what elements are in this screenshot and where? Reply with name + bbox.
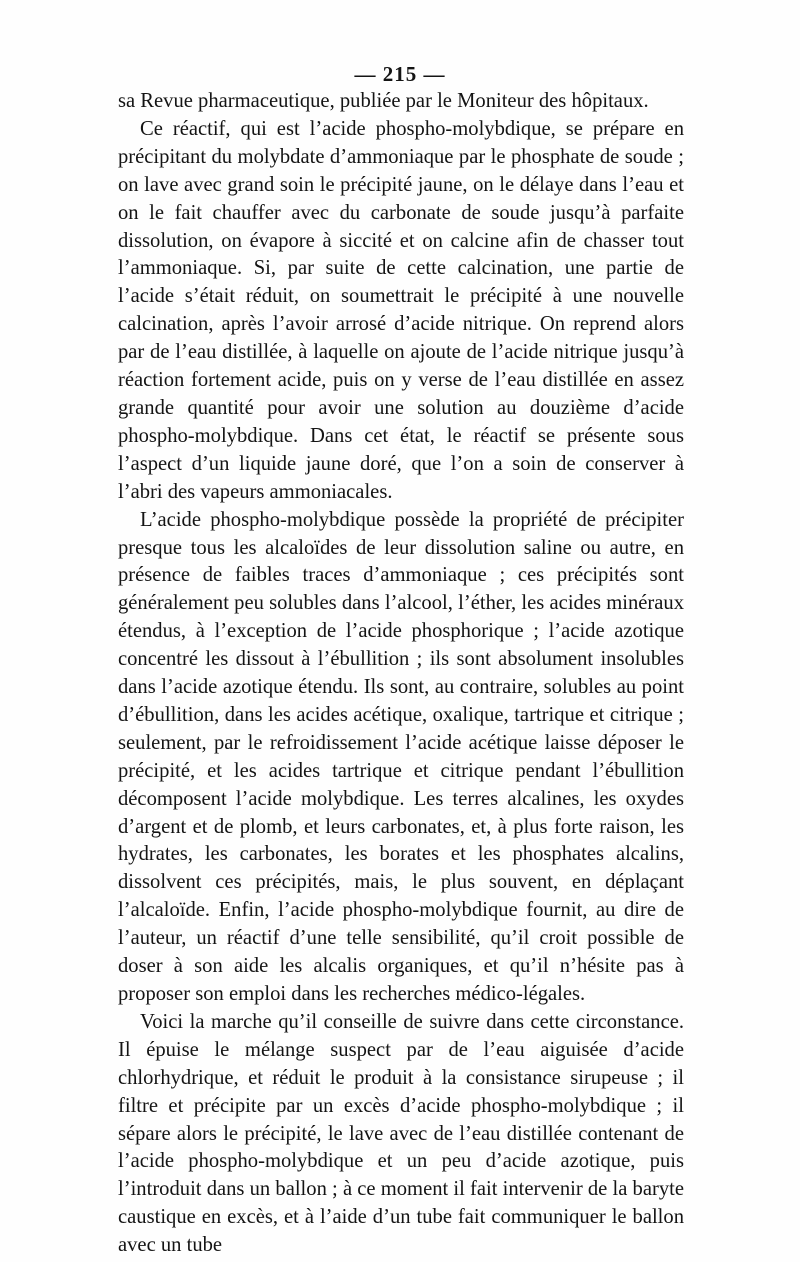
paragraph-4: Voici la marche qu’il conseille de suivre dans cette circonstance. Il épuise le mélange suspect par de l’eau aiguisée d’acide chlorhydrique, et réduit le produit à la consistance sirupeuse ; il filtre et précipite par un excès d’acide phospho-molybdique ; il sépare alors le précipité, le lave avec de l’eau distillée contenant de l’acide phospho-molybdique et un peu d’acide azotique, puis l’introduit dans un ballon ; à ce moment il fait intervenir de la baryte caustique en excès, et à l’aide d’un tube fait communiquer le ballon avec un tube (118, 1010, 684, 1257)
paragraph-3: L’acide phospho-molybdique possède la propriété de précipiter presque tous les alcaloïdes de leur dissolution saline ou autre, en présence de faibles traces d’ammoniaque ; ces précipités sont généralement peu solubles dans l’alcool, l’éther, les acides minéraux étendus, à l’exception de l’acide phosphorique ; l’acide azotique concentré les dissout à l’ébullition ; ils sont absolument insolubles dans l’acide azotique étendu. Ils sont, au contraire, solubles au point d’ébullition, dans les acides acétique, oxalique, tartrique et citrique ; seulement, par le refroidissement l’acide acétique laisse déposer le précipité, et les acides tartrique et citrique pendant l’ébullition décomposent l’acide molybdique. Les terres alcalines, les oxydes d’argent et de plomb, et leurs carbonates, et, à plus forte raison, les hydrates, les carbonates, les borates et les phosphates alcalins, dissolvent ces précipités, mais, le plus souvent, en déplaçant l’alcaloïde. Enfin, l’acide phospho-molybdique fournit, au dire de l’auteur, un réactif d’une telle sensibilité, qu’il croit possible de doser à son aide les alcalis organiques, et qu’il n’hésite pas à proposer son emploi dans les recherches médico-légales. (118, 508, 684, 1005)
body-text (118, 88, 684, 1260)
paragraph-1: sa Revue pharmaceutique, publiée par le Moniteur des hôpitaux. (118, 90, 649, 112)
paragraph-2: Ce réactif, qui est l’acide phospho-molybdique, se prépare en précipitant du molybdate d’ammoniaque par le phosphate de soude ; on lave avec grand soin le précipité jaune, on le délaye dans l’eau et on le fait chauffer avec du carbonate de soude jusqu’à parfaite dissolution, on évapore à siccité et on calcine afin de chasser tout l’ammoniaque. Si, par suite de cette calcination, une partie de l’acide s’était réduit, on soumettrait le précipité à une nouvelle calcination, après l’avoir arrosé d’acide nitrique. On reprend alors par de l’eau distillée, à laquelle on ajoute de l’acide nitrique jusqu’à réaction fortement acide, puis on y verse de l’eau distillée en assez grande quantité pour avoir une solution au douzième d’acide phospho-molybdique. Dans cet état, le réactif se présente sous l’aspect d’un liquide jaune doré, que l’on a soin de conserver à l’abri des vapeurs ammoniacales. (118, 117, 684, 503)
page-number: — 215 — (354, 62, 446, 86)
